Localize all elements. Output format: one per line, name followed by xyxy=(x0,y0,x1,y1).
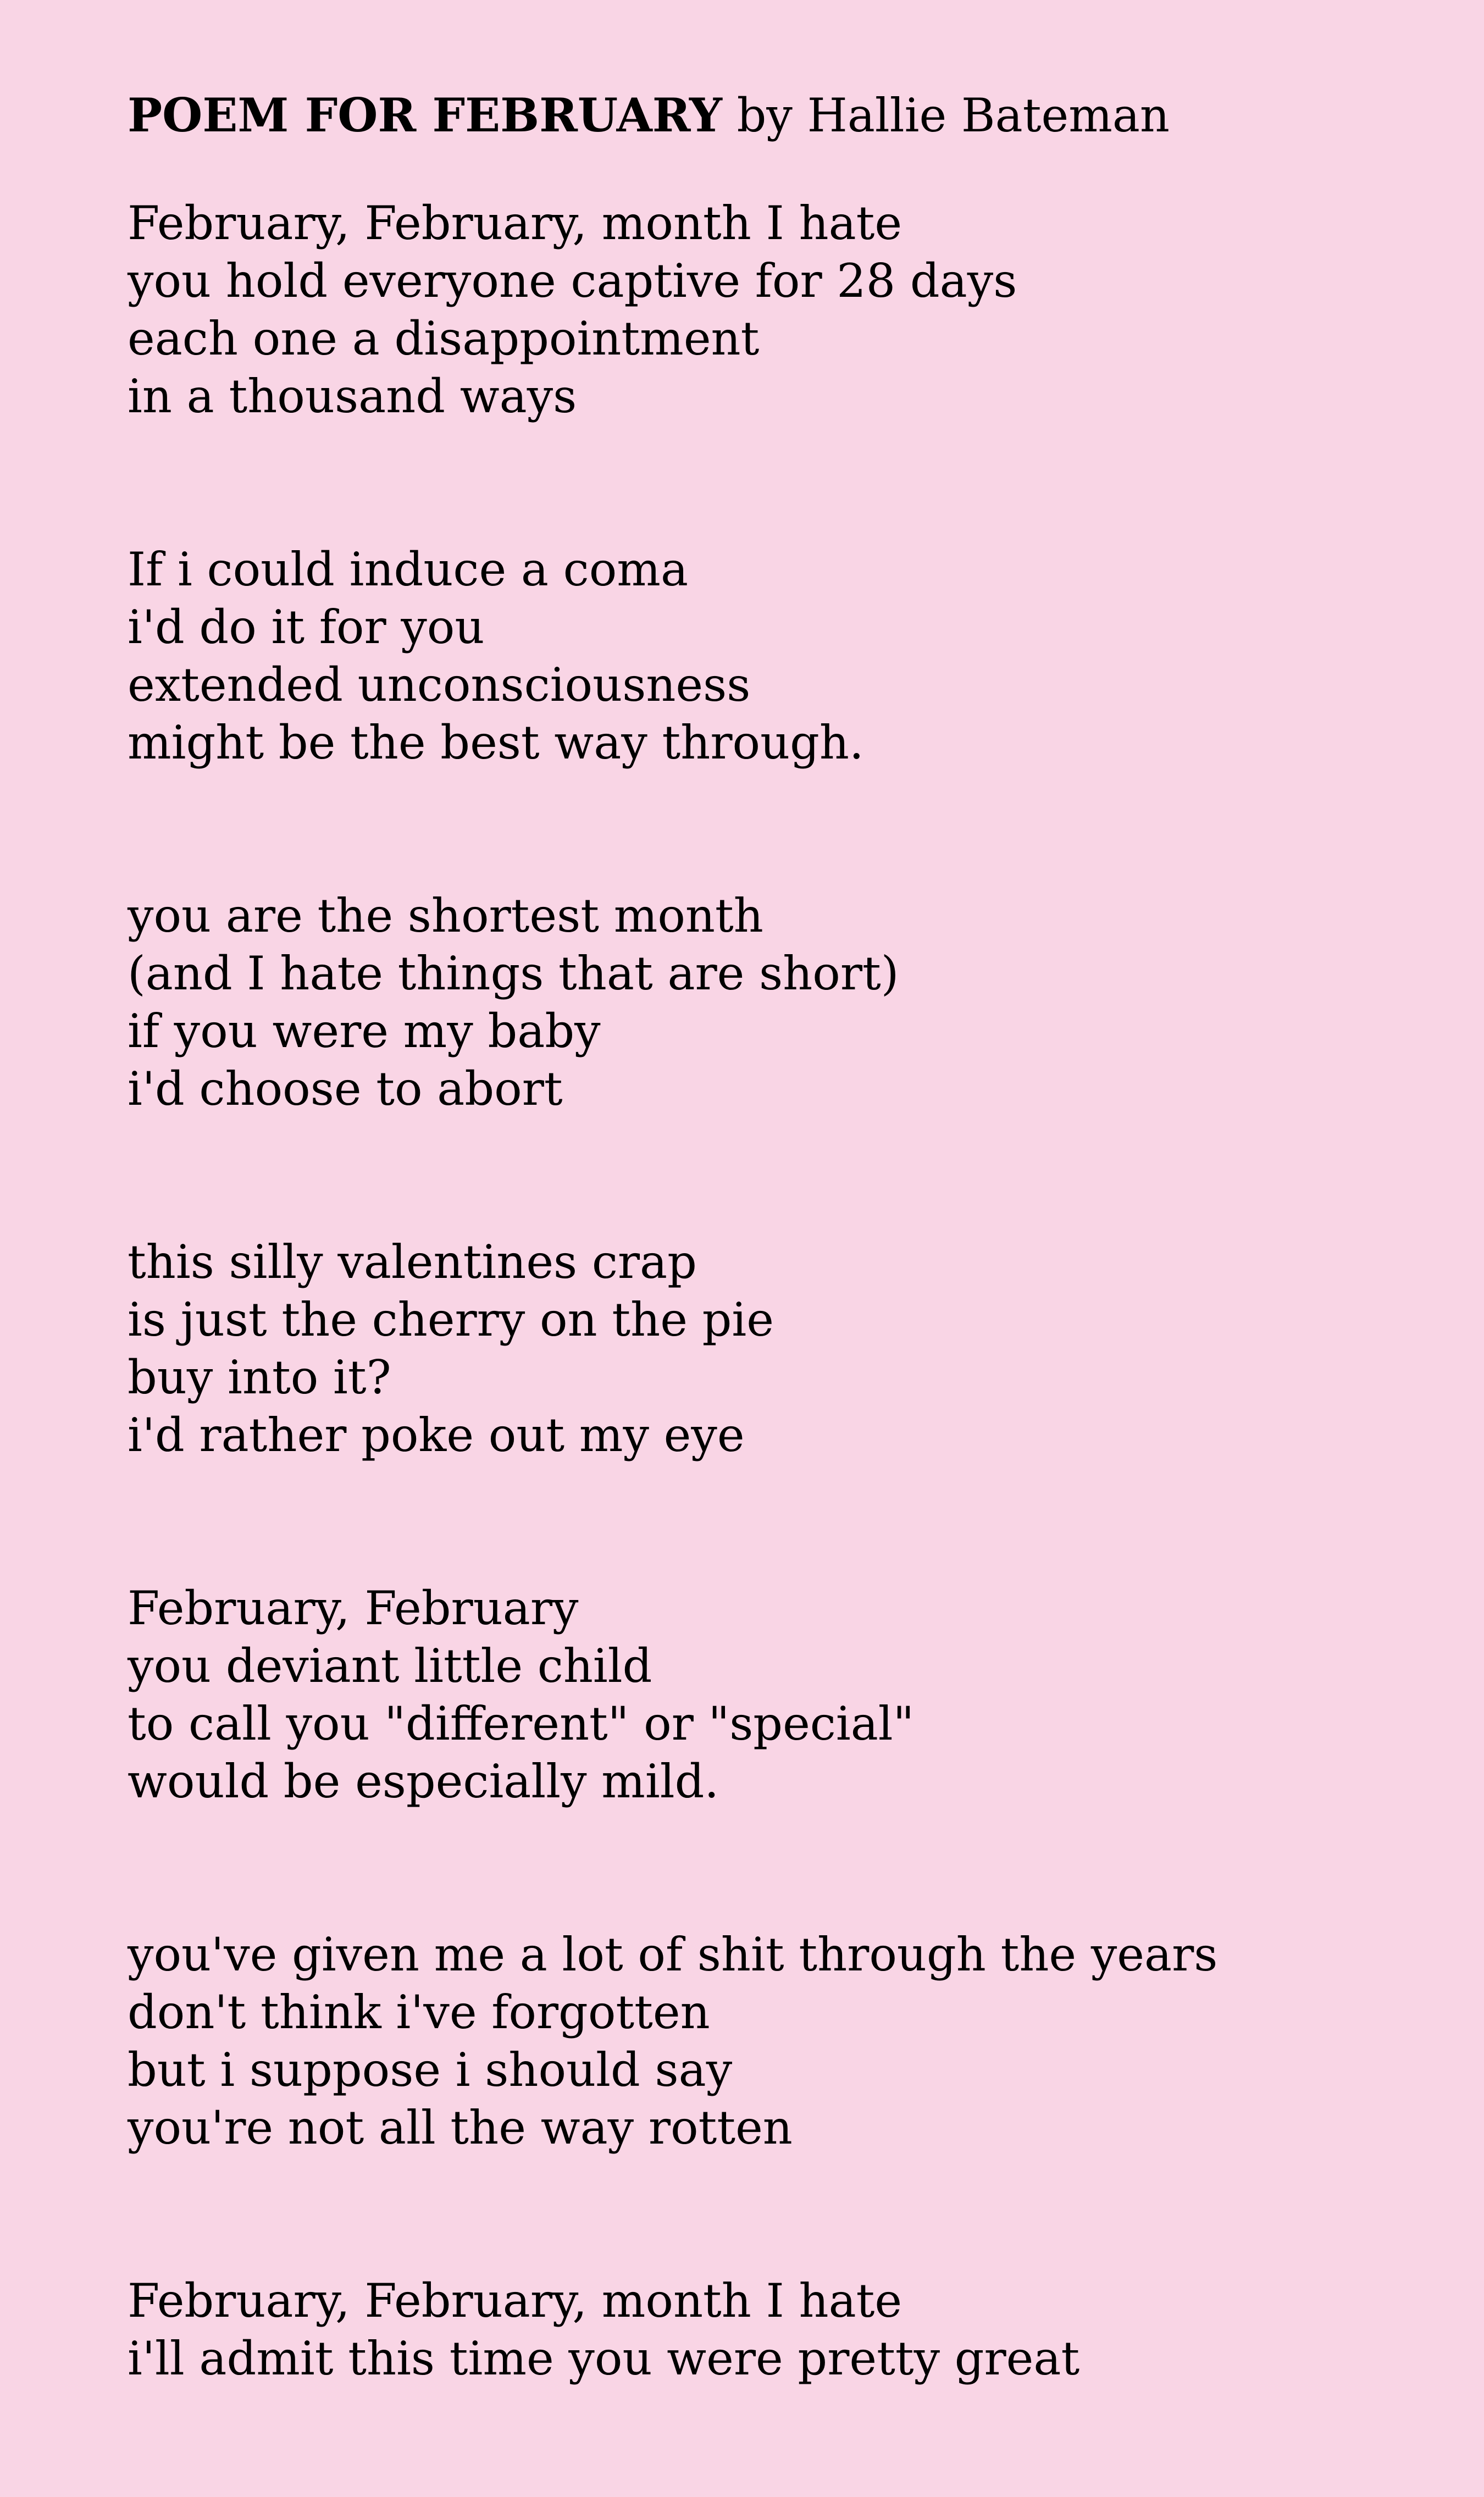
poem-byline: by Hallie Bateman xyxy=(737,88,1170,142)
poem-heading xyxy=(128,82,1392,148)
poem-line: in a thousand ways xyxy=(128,369,577,423)
poem-line: you deviant little child xyxy=(128,1639,652,1693)
poem-body xyxy=(128,195,1392,2388)
poem-line: is just the cherry on the pie xyxy=(128,1293,774,1347)
poem-title: POEM FOR FEBRUARY xyxy=(128,88,722,142)
stanza-1 xyxy=(128,195,1392,425)
poem-line: you've given me a lot of shit through the years xyxy=(128,1928,1218,1981)
poem-page xyxy=(128,82,1392,2388)
poem-line: you're not all the way rotten xyxy=(128,2101,793,2155)
poem-line: might be the best way through. xyxy=(128,716,864,769)
stanza-4 xyxy=(128,1233,1392,1464)
poem-line: you hold everyone captive for 28 days xyxy=(128,254,1017,308)
poem-line: February, February xyxy=(128,1581,579,1635)
poem-line: i'd do it for you xyxy=(128,600,485,654)
poem-line: buy into it? xyxy=(128,1350,391,1404)
poem-line: but i suppose i should say xyxy=(128,2043,733,2097)
poem-line: February, February, month I hate xyxy=(128,2274,902,2328)
poem-line: i'd choose to abort xyxy=(128,1062,563,1116)
poem-line: don't think i've forgotten xyxy=(128,1985,710,2039)
poem-line: to call you "different" or "special" xyxy=(128,1697,915,1751)
poem-line: extended unconsciousness xyxy=(128,658,751,712)
poem-line: this silly valentines crap xyxy=(128,1235,697,1289)
stanza-6 xyxy=(128,1926,1392,2157)
poem-line: (and I hate things that are short) xyxy=(128,946,899,1000)
poem-line: February, February, month I hate xyxy=(128,196,902,250)
poem-line: i'll admit this time you were pretty great xyxy=(128,2332,1080,2385)
poem-line: If i could induce a coma xyxy=(128,542,689,596)
stanza-3 xyxy=(128,887,1392,1118)
poem-line: each one a disappointment xyxy=(128,312,760,366)
poem-line: i'd rather poke out my eye xyxy=(128,1408,745,1462)
stanza-2 xyxy=(128,541,1392,772)
poem-line: would be especially mild. xyxy=(128,1754,719,1808)
stanza-5 xyxy=(128,1580,1392,1811)
poem-line: if you were my baby xyxy=(128,1004,601,1058)
poem-line: you are the shortest month xyxy=(128,889,763,943)
stanza-7 xyxy=(128,2272,1392,2388)
